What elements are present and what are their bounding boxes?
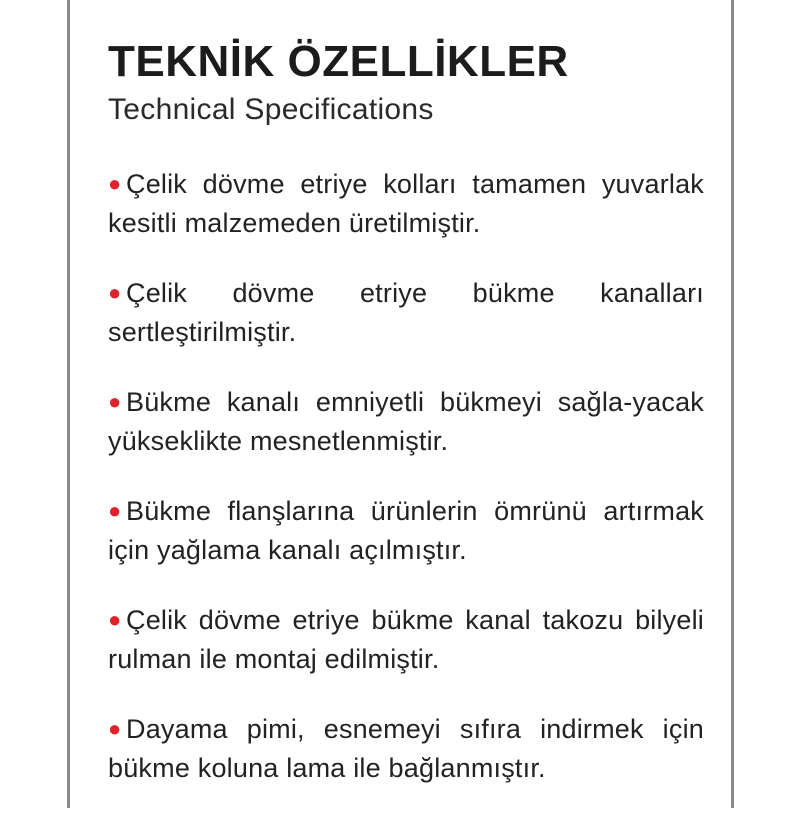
spec-text: Bükme kanalı emniyetli bükmeyi sağla-yacak yükseklikte mesnetlenmiştir. xyxy=(108,387,704,456)
spec-text: Bükme flanşlarına ürünlerin ömrünü artırmak için yağlama kanalı açılmıştır. xyxy=(108,496,704,565)
spec-sheet xyxy=(108,38,704,818)
spec-item xyxy=(108,273,704,352)
spec-item xyxy=(108,491,704,570)
red-bullet-icon: ● xyxy=(108,498,122,523)
spec-text: Çelik dövme etriye bükme kanalları sertleştirilmiştir. xyxy=(108,278,704,347)
spec-item xyxy=(108,382,704,461)
red-bullet-icon: ● xyxy=(108,171,122,196)
red-bullet-icon: ● xyxy=(108,607,122,632)
page-title: TEKNİK ÖZELLİKLER xyxy=(108,37,569,86)
spec-list xyxy=(108,164,704,788)
spec-item xyxy=(108,164,704,243)
red-bullet-icon: ● xyxy=(108,389,122,414)
page-subtitle: Technical Specifications xyxy=(108,93,434,126)
red-bullet-icon: ● xyxy=(108,280,122,305)
spec-item xyxy=(108,600,704,679)
spec-text: Dayama pimi, esnemeyi sıfıra indirmek için bükme koluna lama ile bağlanmıştır. xyxy=(108,714,704,783)
red-bullet-icon: ● xyxy=(108,716,122,741)
spec-text: Çelik dövme etriye kolları tamamen yuvarlak kesitli malzemeden üretilmiştir. xyxy=(108,169,704,238)
spec-item xyxy=(108,709,704,788)
spec-text: Çelik dövme etriye bükme kanal takozu bilyeli rulman ile montaj edilmiştir. xyxy=(108,605,704,674)
